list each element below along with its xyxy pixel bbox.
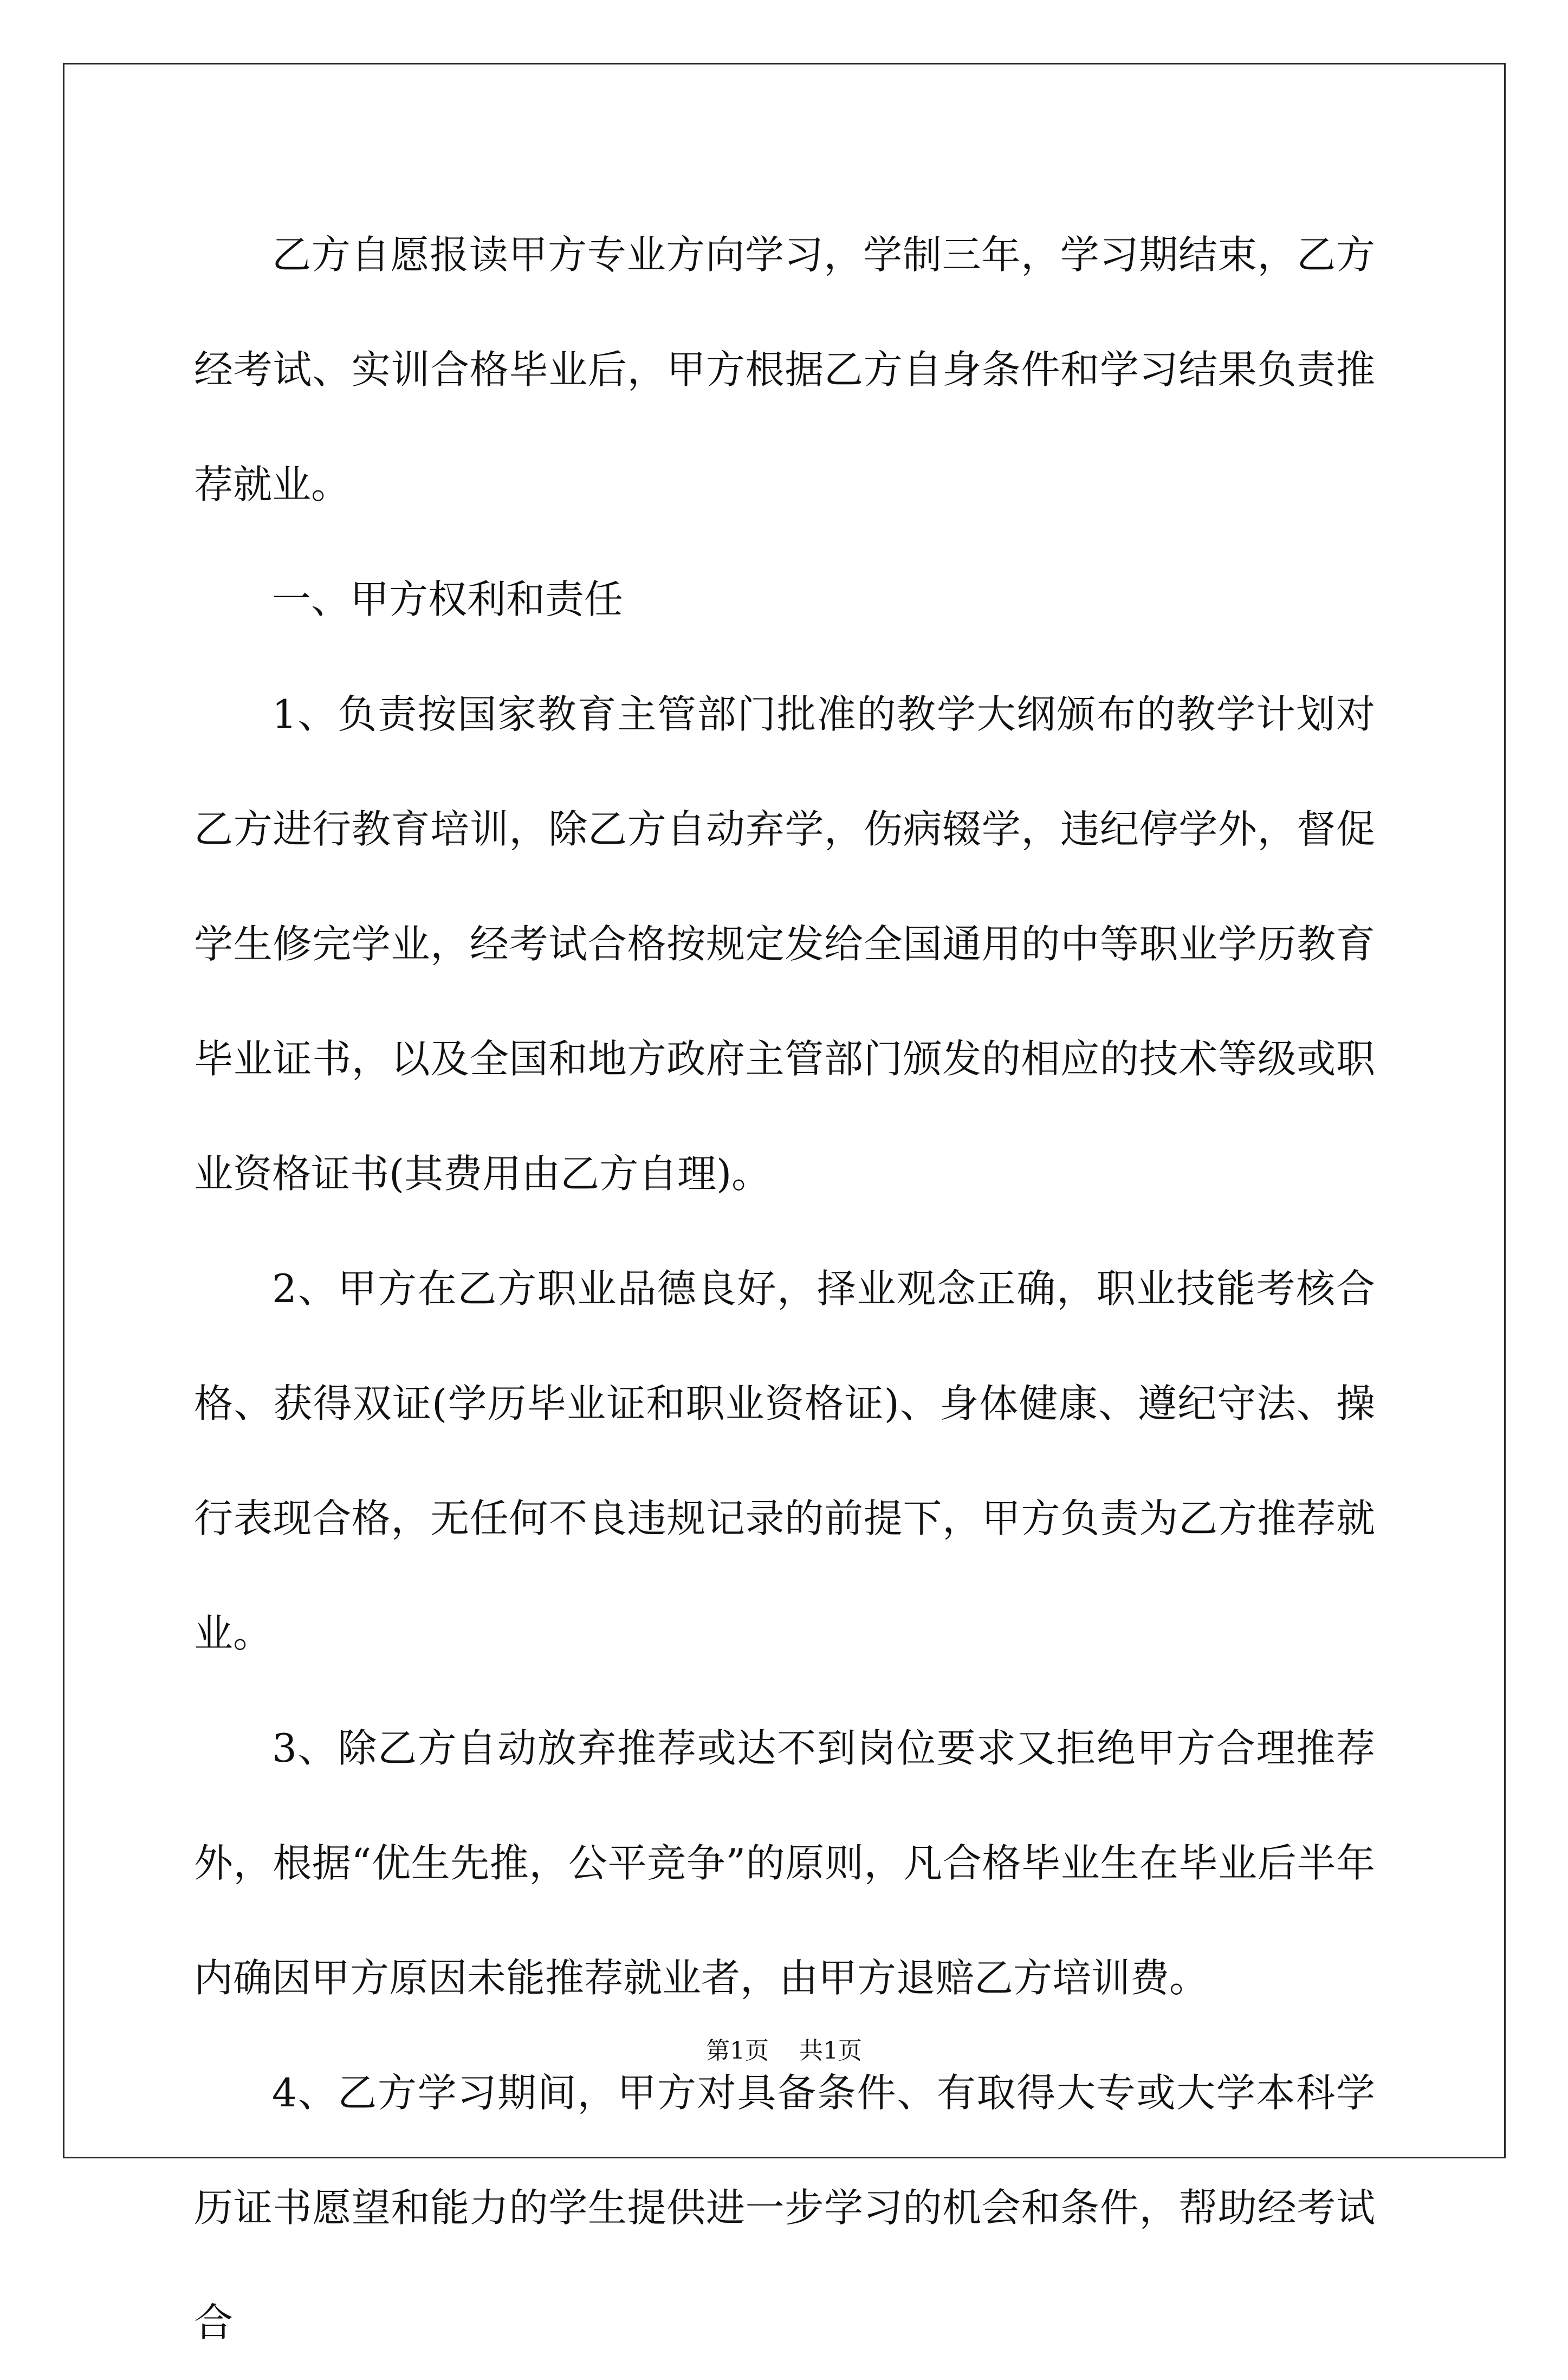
page-footer bbox=[0, 2035, 1568, 2067]
paragraph-intro: 乙方自愿报读甲方专业方向学习，学制三年，学习期结束，乙方经考试、实训合格毕业后，甲方根据乙方自身条件和学习结果负责推荐就业。 bbox=[194, 232, 1375, 507]
clause-2: 2、甲方在乙方职业品德良好，择业观念正确，职业技能考核合格、获得双证(学历毕业证和职业资格证)、身体健康、遵纪守法、操行表现合格，无任何不良违规记录的前提下，甲方负责为乙方推荐就业。 bbox=[194, 1266, 1375, 1656]
clause-1: 1、负责按国家教育主管部门批准的教学大纲颁布的教学计划对乙方进行教育培训，除乙方自动弃学，伤病辍学，违纪停学外，督促学生修完学业，经考试合格按规定发给全国通用的中等职业学历教育毕业证书，以及全国和地方政府主管部门颁发的相应的技术等级或职业资格证书(其费用由乙方自理)。 bbox=[194, 691, 1375, 1197]
clause-3: 3、除乙方自动放弃推荐或达不到岗位要求又拒绝甲方合理推荐外，根据“优生先推，公平竞争”的原则，凡合格毕业生在毕业后半年内确因甲方原因未能推荐就业者，由甲方退赔乙方培训费。 bbox=[194, 1725, 1375, 2001]
clause-4: 4、乙方学习期间，甲方对具备条件、有取得大专或大学本科学历证书愿望和能力的学生提供进一步学习的机会和条件，帮助经考试合 bbox=[194, 2070, 1375, 2345]
page-number: 第1页 bbox=[706, 2037, 769, 2065]
section-heading-party-a-rights: 一、甲方权利和责任 bbox=[272, 577, 624, 622]
page-total: 共1页 bbox=[799, 2037, 862, 2065]
